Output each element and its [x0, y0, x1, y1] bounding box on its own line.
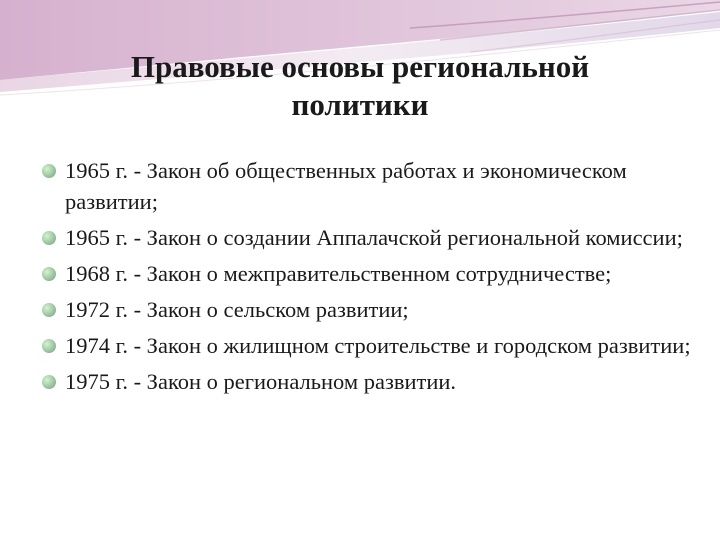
list-item-text: 1968 г. - Закон о межправительственном сотрудничестве;	[65, 261, 612, 286]
list-item-text: 1965 г. - Закон об общественных работах и экономическом развитии;	[65, 158, 627, 214]
bullet-icon	[42, 231, 56, 245]
list-item	[40, 330, 700, 361]
list-item-text: 1974 г. - Закон о жилищном строительстве и городском развитии;	[65, 333, 691, 358]
list-item-text: 1972 г. - Закон о сельском развитии;	[65, 297, 409, 322]
bullet-icon	[42, 267, 56, 281]
bullet-icon	[42, 339, 56, 353]
list-item	[40, 366, 700, 397]
list-item	[40, 294, 700, 325]
bullet-icon	[42, 303, 56, 317]
bullet-list	[40, 155, 700, 402]
bullet-icon	[42, 375, 56, 389]
list-item-text: 1975 г. - Закон о региональном развитии.	[65, 369, 457, 394]
bullet-icon	[42, 164, 56, 178]
list-item	[40, 258, 700, 289]
slide-title: Правовые основы региональной политики	[130, 49, 590, 122]
list-item	[40, 155, 700, 217]
list-item	[40, 222, 700, 253]
list-item-text: 1965 г. - Закон о создании Аппалачской региональной комиссии;	[65, 225, 683, 250]
